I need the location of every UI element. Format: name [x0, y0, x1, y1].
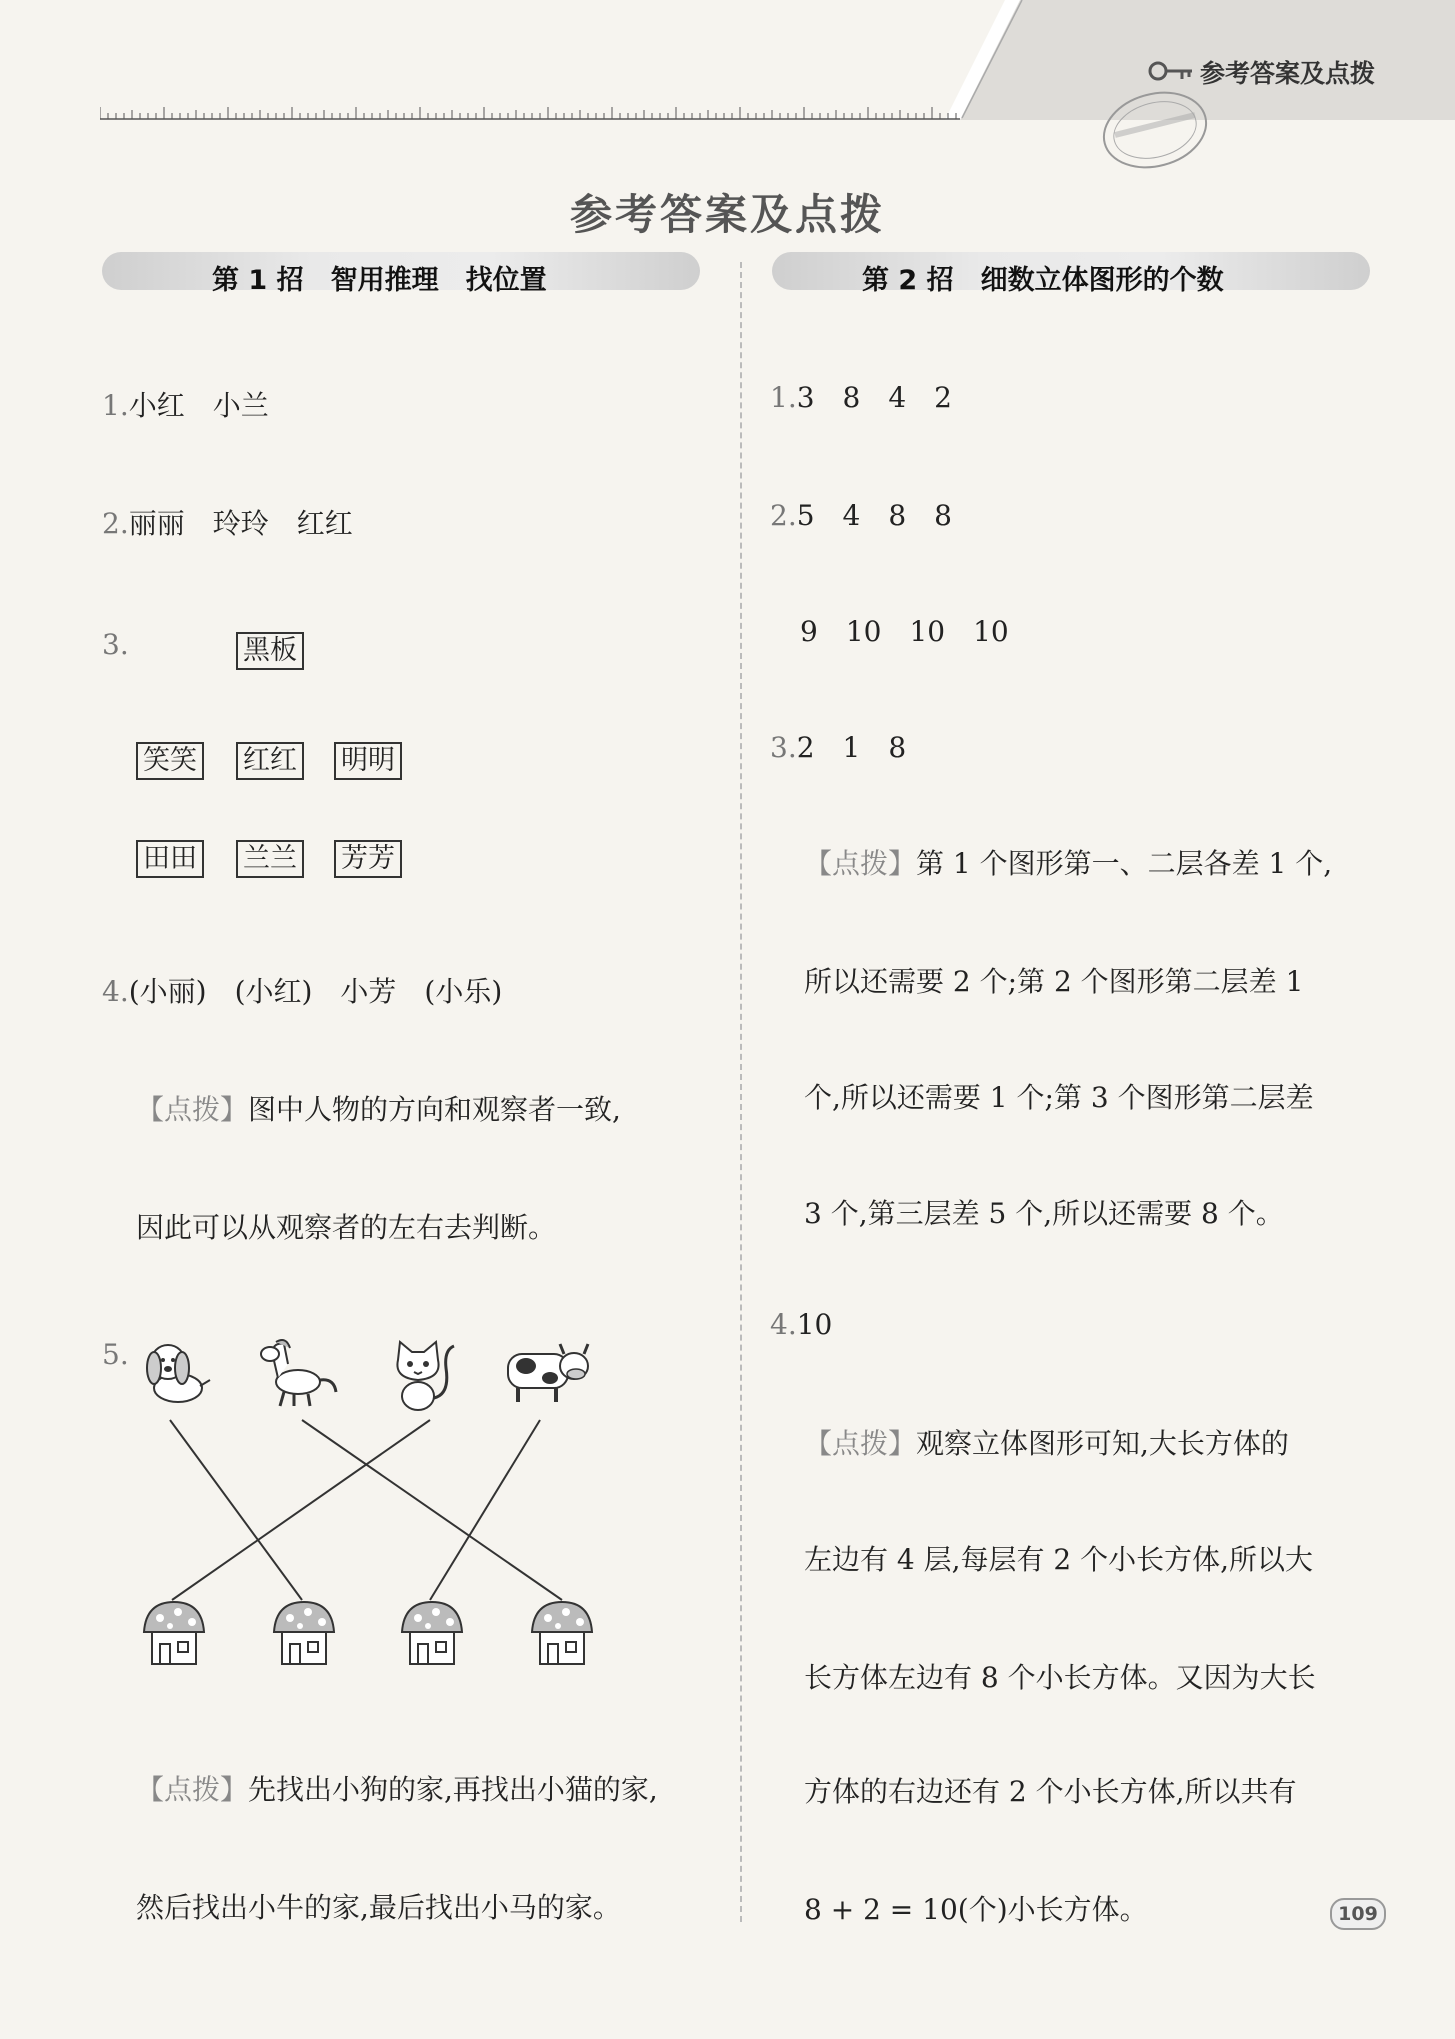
answer-text: 5 4 8 8 [796, 499, 952, 532]
answer-text: 丽丽 玲玲 红红 [128, 507, 353, 540]
hint-5-line-2: 然后找出小牛的家,最后找出小马的家。 [136, 1891, 621, 1924]
mushroom-house-icon [140, 1598, 208, 1668]
page-title: 参考答案及点拨 [569, 190, 885, 239]
seat-box: 红红 [236, 742, 304, 780]
seat-box: 芳芳 [334, 840, 402, 878]
answer-text: 2 1 8 [796, 731, 907, 764]
hint-r4-line-2: 左边有 4 层,每层有 2 个小长方体,所以大 [804, 1543, 1314, 1576]
cow-icon [502, 1340, 594, 1408]
horse-icon [254, 1334, 340, 1410]
answer-text: 小红 小兰 [128, 389, 269, 422]
answer-text: 3 8 4 2 [796, 381, 952, 414]
hint-label: 【点拨】 [136, 1093, 249, 1126]
question-number: 2. [770, 499, 797, 532]
hint-label: 【点拨】 [804, 1427, 917, 1460]
question-number: 3. [770, 731, 797, 764]
question-number: 1. [770, 381, 797, 414]
hint-r4-line-1 [804, 1422, 1289, 1462]
matching-lines [0, 0, 740, 1700]
answer-text: 10 [796, 1308, 833, 1341]
stamp-logo-icon [1095, 85, 1215, 175]
header-title: 参考答案及点拨 [1200, 59, 1376, 88]
hint-r4-line-4: 方体的右边还有 2 个小长方体,所以共有 [804, 1775, 1297, 1808]
answer-r1 [770, 376, 952, 416]
hint-5-line-1 [136, 1768, 658, 1808]
question-number-5: 5. [102, 1338, 129, 1371]
hint-r3-line-4: 3 个,第三层差 5 个,所以还需要 8 个。 [804, 1197, 1284, 1230]
answer-r2-line-2: 9 10 10 10 [800, 615, 1009, 648]
mushroom-house-icon [398, 1598, 466, 1668]
mushroom-house-icon [528, 1598, 596, 1668]
seat-box: 笑笑 [136, 742, 204, 780]
seat-box: 田田 [136, 840, 204, 878]
key-icon [1148, 58, 1194, 84]
section-title-left: 第 1 招 智用推理 找位置 [212, 265, 547, 296]
hint-text: 先找出小狗的家,再找出小猫的家, [248, 1773, 658, 1806]
cat-icon [384, 1338, 460, 1412]
hint-r3-line-1 [804, 842, 1332, 882]
answer-r3 [770, 726, 906, 766]
question-number: 4. [102, 975, 129, 1008]
seat-blackboard: 黑板 [236, 632, 304, 670]
column-divider [740, 262, 742, 1922]
mushroom-house-icon [270, 1598, 338, 1668]
dog-icon [138, 1336, 214, 1408]
page-number: 109 [1330, 1898, 1386, 1930]
hint-r4-line-5: 8 + 2 = 10(个)小长方体。 [804, 1893, 1148, 1926]
hint-text: 观察立体图形可知,大长方体的 [916, 1427, 1289, 1460]
answer-r2 [770, 494, 952, 534]
hint-label: 【点拨】 [136, 1773, 249, 1806]
hint-r3-line-3: 个,所以还需要 1 个;第 3 个图形第二层差 [804, 1081, 1314, 1114]
question-number: 4. [770, 1308, 797, 1341]
question-number: 1. [102, 389, 129, 422]
hint-text: 第 1 个图形第一、二层各差 1 个, [916, 847, 1333, 880]
question-number: 2. [102, 507, 129, 540]
question-number-3: 3. [102, 628, 129, 661]
seat-box: 明明 [334, 742, 402, 780]
answer-text: (小丽) (小红) 小芳 (小乐) [128, 975, 503, 1008]
hint-label: 【点拨】 [804, 847, 917, 880]
hint-r3-line-2: 所以还需要 2 个;第 2 个图形第二层差 1 [804, 965, 1304, 998]
hint-text: 图中人物的方向和观察者一致, [248, 1093, 621, 1126]
answer-r4 [770, 1308, 832, 1341]
seat-box: 兰兰 [236, 840, 304, 878]
hint-4-line-2: 因此可以从观察者的左右去判断。 [136, 1211, 557, 1244]
section-title-right: 第 2 招 细数立体图形的个数 [862, 265, 1224, 296]
hint-r4-line-3: 长方体左边有 8 个小长方体。又因为大长 [804, 1661, 1316, 1694]
